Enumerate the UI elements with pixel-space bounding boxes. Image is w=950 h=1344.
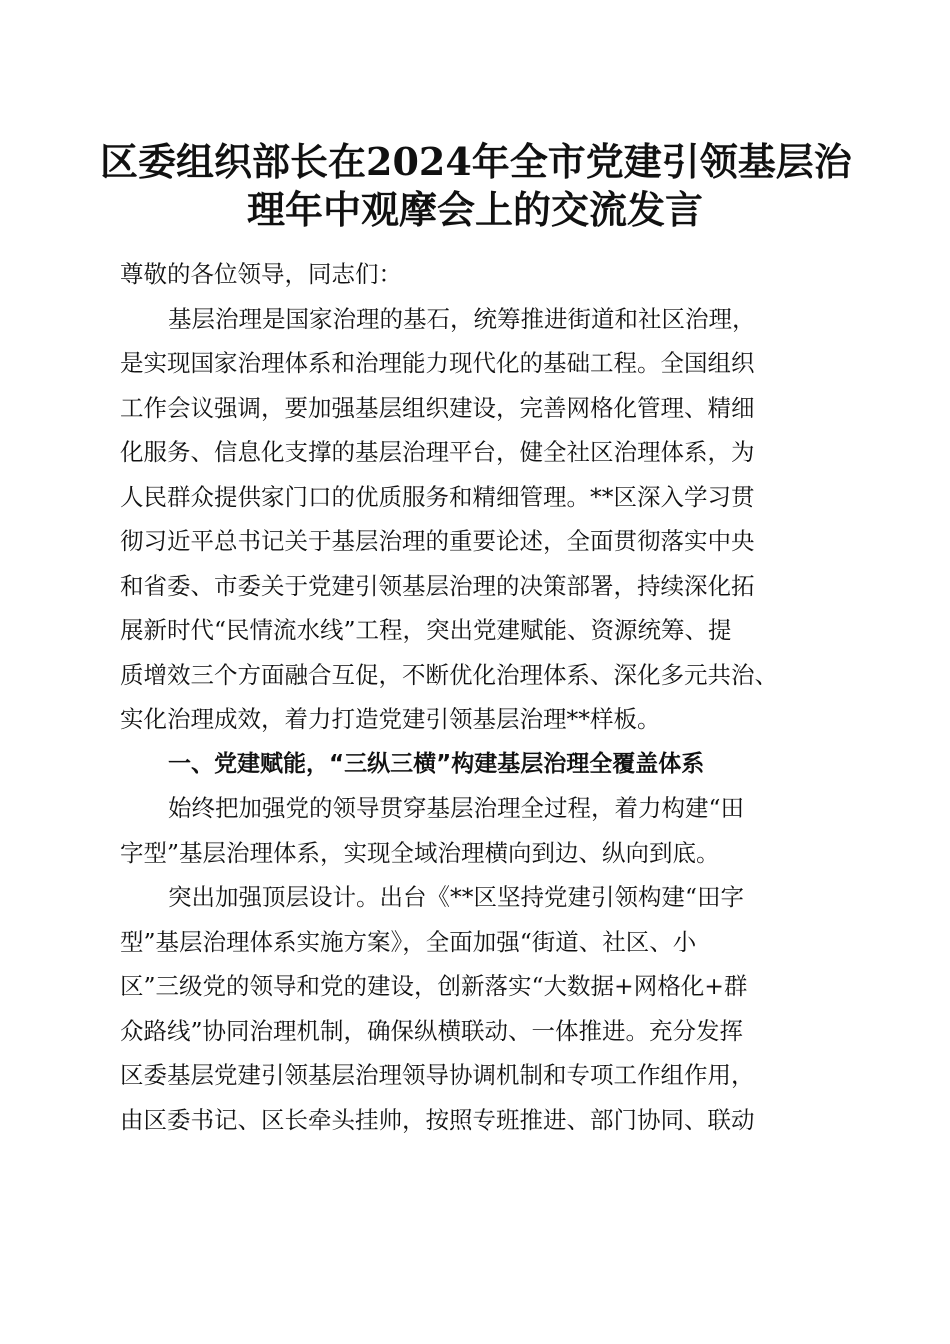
title-line-2: 理年中观摩会上的交流发言 (246, 187, 703, 232)
paragraph-intro (120, 297, 840, 742)
text-line: 始终把加强党的领导贯穿基层治理全过程，着力构建“田 (168, 794, 745, 822)
title-line-1: 区委组织部长在2024年全市党建引领基层治 (100, 139, 852, 184)
paragraph-section-intro (120, 786, 840, 875)
text-line: 由区委书记、区长牵头挂帅，按照专班推进、部门协同、联动 (120, 1105, 755, 1134)
text-line: 基层治理是国家治理的基石，统筹推进街道和社区治理， (168, 304, 756, 333)
text-line: 和省委、市委关于党建引领基层治理的决策部署，持续深化拓 (120, 571, 755, 600)
text-line: 质增效三个方面融合互促，不断优化治理体系、深化多元共治、 (120, 660, 778, 689)
text-line: 实化治理成效，着力打造党建引领基层治理**样板。 (120, 705, 661, 733)
salutation-text: 尊敬的各位领导，同志们： (120, 260, 402, 288)
text-line: 众路线”协同治理机制，确保纵横联动、一体推进。充分发挥 (120, 1016, 744, 1045)
text-line: 突出加强顶层设计。出台《**区坚持党建引领构建“田字 (168, 883, 745, 911)
text-line: 彻习近平总书记关于基层治理的重要论述，全面贯彻落实中央 (120, 527, 755, 555)
text-line: 是实现国家治理体系和治理能力现代化的基础工程。全国组织 (120, 349, 755, 377)
section-heading-1: 一、党建赋能，“三纵三横”构建基层治理全覆盖体系 (168, 750, 705, 777)
paragraph-top-level-design (120, 875, 840, 1142)
salutation (120, 252, 840, 297)
document-title (100, 138, 850, 234)
text-line: 区”三级党的领导和党的建设，创新落实“大数据+网格化+群 (120, 972, 748, 1000)
text-line: 字型”基层治理体系，实现全域治理横向到边、纵向到底。 (120, 838, 720, 867)
document-body (120, 252, 840, 1142)
text-line: 区委基层党建引领基层治理领导协调机制和专项工作组作用， (120, 1061, 755, 1089)
text-line: 化服务、信息化支撑的基层治理平台，健全社区治理体系，为 (120, 438, 755, 466)
text-line: 展新时代“民情流水线”工程，突出党建赋能、资源统筹、提 (120, 616, 732, 644)
text-line: 工作会议强调，要加强基层组织建设，完善网格化管理、精细 (120, 393, 755, 422)
text-line: 型”基层治理体系实施方案》，全面加强“街道、社区、小 (120, 927, 697, 956)
text-line: 人民群众提供家门口的优质服务和精细管理。**区深入学习贯 (120, 482, 755, 511)
